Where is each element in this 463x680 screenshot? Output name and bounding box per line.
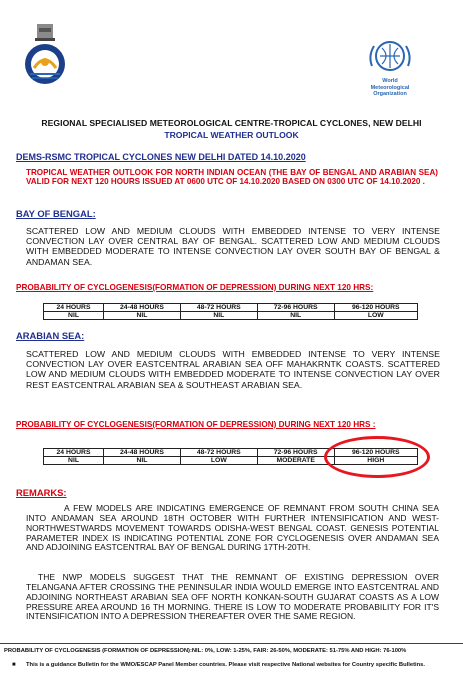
table-header-cell: 48-72 HOURS [180, 304, 257, 312]
table-cell: NIL [257, 312, 334, 320]
table-header-cell: 24 HOURS [44, 449, 104, 457]
table-header-row [44, 304, 418, 312]
india-emblem-imd-icon [20, 22, 70, 94]
table-header-cell: 72-96 HOURS [257, 304, 334, 312]
table-header-cell: 96-120 HOURS [334, 304, 417, 312]
bay-probability-table [43, 303, 418, 320]
bulletin-id: DEMS-RSMC TROPICAL CYCLONES NEW DELHI DATED 14.10.2020 [16, 152, 306, 162]
remarks-text-2: THE NWP MODELS SUGGEST THAT THE REMNANT OF EXISTING DEPRESSION OVER TELANGANA AFTER CROSSING THE PENINSULAR INDIA WOULD EMERGE INTO EASTCENTRAL AND ADJOINING NORTHEAST ARABIAN SEA OFF NORTH KONKAN-SOUTH GUJARAT COASTS AS A LOW PRESSURE AREA AROUND 16 TH MORNING. THERE IS LOW TO MODERATE PROBABILITY FOR IT'S INTENSIFICATION INTO A DEPRESSION THEREAFTER OVER THE SAME REGION. [26, 572, 439, 622]
bullet-icon: ■ [12, 662, 16, 668]
table-cell: NIL [44, 457, 104, 465]
table-cell: HIGH [334, 457, 417, 465]
centre-name: REGIONAL SPECIALISED METEOROLOGICAL CENTRE-TROPICAL CYCLONES, NEW DELHI [41, 118, 422, 128]
probability-legend: PROBABILITY OF CYCLOGENESIS (FORMATION OF DEPRESSION):NIL: 0%, LOW: 1-25%, FAIR: 26-50%, MODERATE: 51-75% AND HIGH: 76-100% [4, 648, 407, 654]
wmo-caption: World Meteorological Organization [370, 78, 410, 97]
wmo-emblem-icon [360, 38, 420, 108]
bay-prob-title: PROBABILITY OF CYCLOGENESIS(FORMATION OF DEPRESSION) DURING NEXT 120 HRS: [16, 283, 374, 292]
remarks-paragraph-2 [26, 573, 439, 622]
table-header-cell: 24 HOURS [44, 304, 104, 312]
table-header-cell: 72-96 HOURS [257, 449, 334, 457]
table-cell: NIL [180, 312, 257, 320]
bay-of-bengal-text: SCATTERED LOW AND MEDIUM CLOUDS WITH EMBEDDED INTENSE TO VERY INTENSE CONVECTION LAY OVER CENTRAL BAY OF BENGAL. SCATTERED LOW AND MEDIUM CLOUDS WITH EMBEDDED MODERATE TO INTENSE CONVECTION LAY OVER SOUTH BAY OF BENGAL & ANDAMAN SEA. [26, 226, 440, 267]
guidance-note: This is a guidance Bulletin for the WMO/ESCAP Panel Member countries. Please visit respective National websites for Country specific Bulletins. [26, 662, 426, 668]
outlook-validity: TROPICAL WEATHER OUTLOOK FOR NORTH INDIAN OCEAN (THE BAY OF BENGAL AND ARABIAN SEA) VALID FOR NEXT 120 HOURS ISSUED AT 0600 UTC OF 14.10.2020 BASED ON 0300 UTC OF 14.10.2020 . [26, 168, 438, 187]
table-cell: NIL [104, 312, 181, 320]
table-header-cell: 24-48 HOURS [104, 449, 181, 457]
bay-of-bengal-title: BAY OF BENGAL: [16, 208, 96, 219]
document-title: TROPICAL WEATHER OUTLOOK [164, 130, 299, 140]
table-cell: MODERATE [257, 457, 334, 465]
table-header-cell: 24-48 HOURS [104, 304, 181, 312]
arabian-sea-title: ARABIAN SEA: [16, 330, 85, 341]
remarks-title: REMARKS: [16, 487, 67, 498]
table-header-cell: 48-72 HOURS [180, 449, 257, 457]
table-cell: NIL [104, 457, 181, 465]
table-cell: LOW [334, 312, 417, 320]
table-header-cell: 96-120 HOURS [334, 449, 417, 457]
arabian-prob-title: PROBABILITY OF CYCLOGENESIS(FORMATION OF DEPRESSION) DURING NEXT 120 HRS : [16, 420, 376, 429]
remarks-paragraph-1 [26, 504, 439, 553]
arabian-sea-text: SCATTERED LOW AND MEDIUM CLOUDS WITH EMBEDDED INTENSE TO VERY INTENSE CONVECTION LAY OVER EASTCENTRAL ARABIAN SEA OFF MAHAKRNTK COASTS. SCATTERED LOW AND MEDIUM CLOUDS WITH EMBEDDED MODERATE TO INTENSE CONVECTION LAY OVER REST EASTCENTRAL ARABIAN SEA & SOUTHEAST ARABIAN SEA. [26, 349, 440, 390]
table-cell: LOW [180, 457, 257, 465]
high-probability-highlight-circle [324, 436, 430, 478]
table-row [44, 312, 418, 320]
table-cell: NIL [44, 312, 104, 320]
footer-divider [0, 643, 463, 644]
remarks-text-1: A FEW MODELS ARE INDICATING EMERGENCE OF REMNANT FROM SOUTH CHINA SEA INTO ANDAMAN SEA AROUND 18TH OCTOBER WITH FURTHER INTENSIFICATION AND WEST-NORTHWESTWARDS MOVEMENT TOWARDS ODISHA-WEST BENGAL COAST. GENESIS POTENTIAL PARAMETER INDEX IS INDICATING POTENTIAL ZONE FOR CYCLOGENESIS OVER ANDAMAN SEA AND ADJOINING EASTCENTRAL BAY OF BENGAL DURING 17TH-20TH. [26, 503, 439, 553]
